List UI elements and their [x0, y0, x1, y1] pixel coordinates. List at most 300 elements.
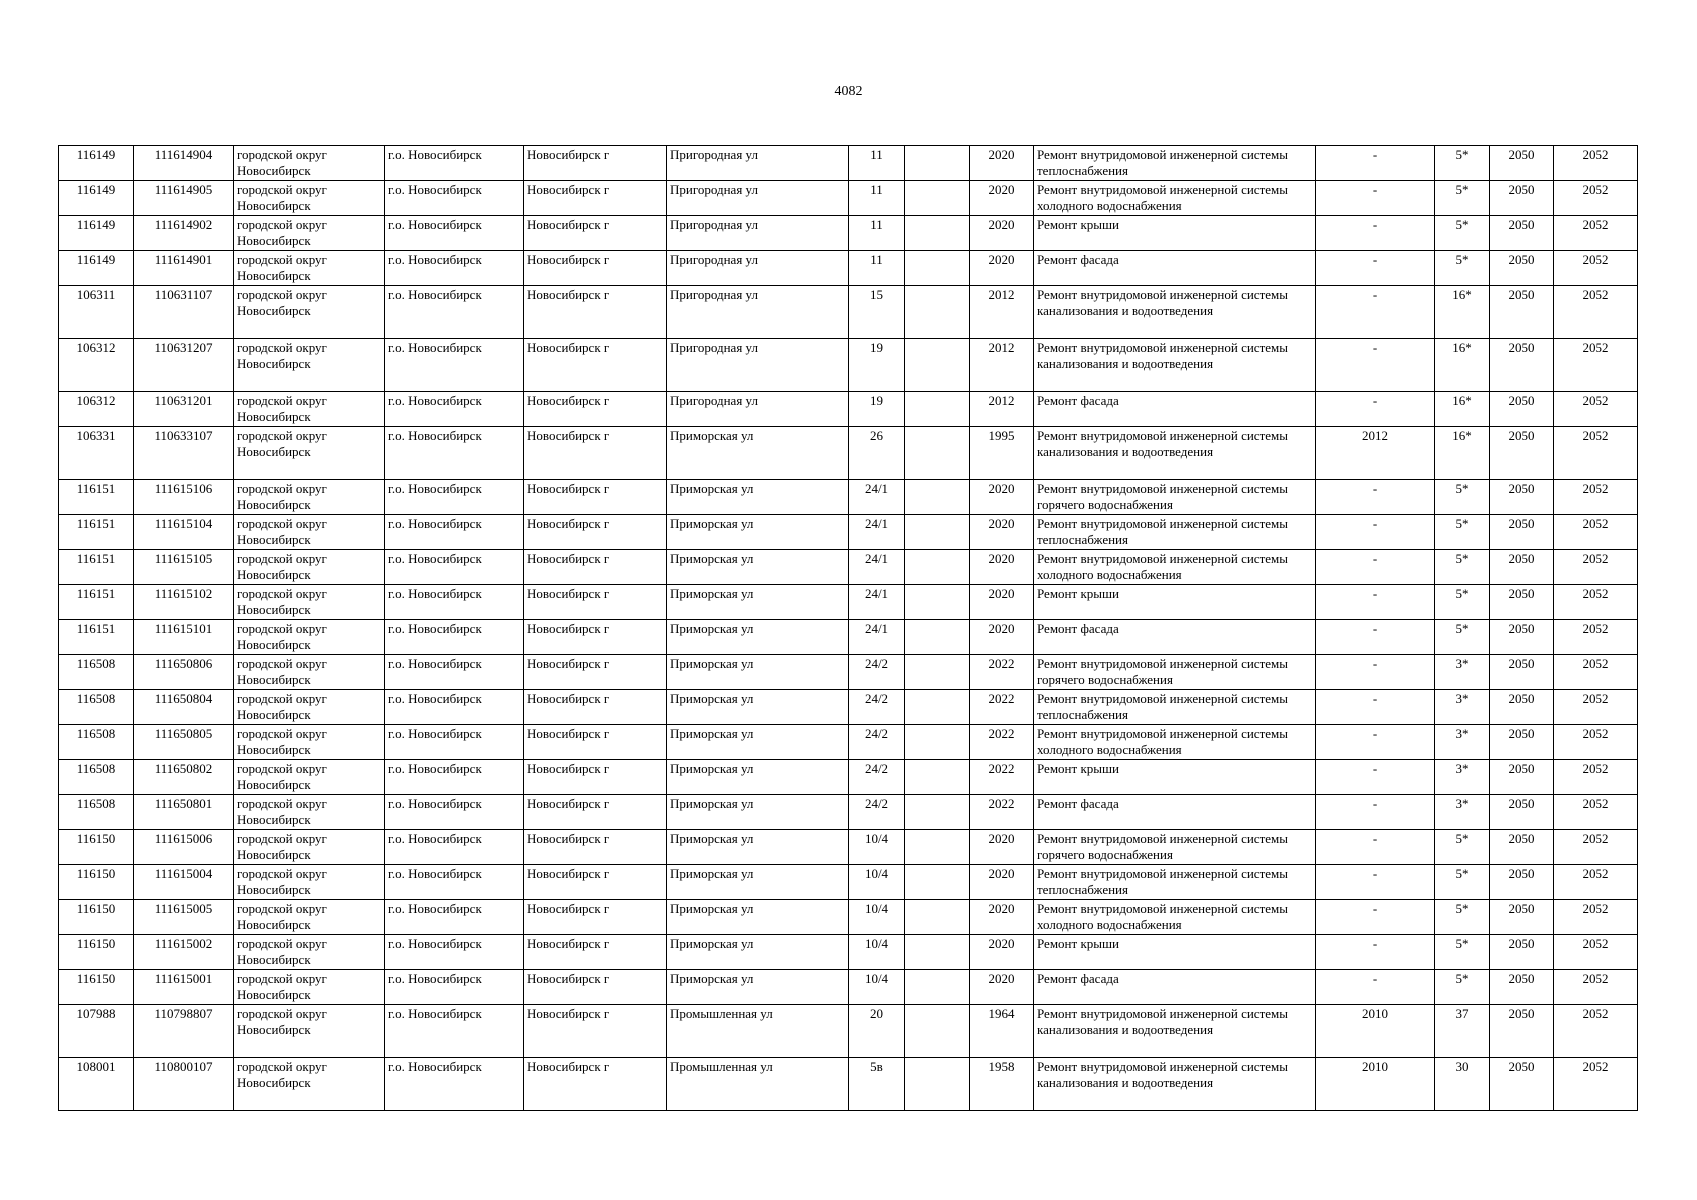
- house-number-cell: 11: [849, 251, 905, 286]
- wear-cell: 37: [1435, 1005, 1490, 1058]
- house-number-cell: 24/1: [849, 480, 905, 515]
- table-row: [59, 1005, 1638, 1058]
- municipality-cell: городской округ Новосибирск: [234, 970, 385, 1005]
- street-cell: Приморская ул: [667, 935, 849, 970]
- street-cell: Пригородная ул: [667, 251, 849, 286]
- work-type-cell: Ремонт фасада: [1034, 392, 1316, 427]
- last-repair-year-cell: 2010: [1316, 1058, 1435, 1111]
- wear-cell: 5*: [1435, 935, 1490, 970]
- construction-year-cell: 2012: [970, 286, 1034, 339]
- work-type-cell: Ремонт внутридомовой инженерной системы канализования и водоотведения: [1034, 339, 1316, 392]
- building-cell: [905, 760, 970, 795]
- work-type-cell: Ремонт внутридомовой инженерной системы канализования и водоотведения: [1034, 1058, 1316, 1111]
- municipality-cell: городской округ Новосибирск: [234, 830, 385, 865]
- plan-end-year-cell: 2052: [1554, 1005, 1638, 1058]
- wear-cell: 5*: [1435, 900, 1490, 935]
- municipality-cell: городской округ Новосибирск: [234, 1005, 385, 1058]
- house-number-cell: 24/1: [849, 585, 905, 620]
- house-id-cell: 116151: [59, 515, 134, 550]
- street-cell: Пригородная ул: [667, 181, 849, 216]
- wear-cell: 16*: [1435, 392, 1490, 427]
- work-type-cell: Ремонт внутридомовой инженерной системы горячего водоснабжения: [1034, 480, 1316, 515]
- plan-end-year-cell: 2052: [1554, 480, 1638, 515]
- table-row: [59, 392, 1638, 427]
- table-row: [59, 900, 1638, 935]
- construction-year-cell: 2012: [970, 339, 1034, 392]
- house-id-cell: 116508: [59, 690, 134, 725]
- table-row: [59, 515, 1638, 550]
- municipality-cell: городской округ Новосибирск: [234, 427, 385, 480]
- house-id-cell: 107988: [59, 1005, 134, 1058]
- street-cell: Пригородная ул: [667, 339, 849, 392]
- plan-end-year-cell: 2052: [1554, 585, 1638, 620]
- table-row: [59, 427, 1638, 480]
- work-id-cell: 111650806: [134, 655, 234, 690]
- plan-end-year-cell: 2052: [1554, 216, 1638, 251]
- municipality-cell: городской округ Новосибирск: [234, 690, 385, 725]
- house-id-cell: 116150: [59, 935, 134, 970]
- building-cell: [905, 935, 970, 970]
- district-cell: г.о. Новосибирск: [385, 760, 524, 795]
- work-id-cell: 111650802: [134, 760, 234, 795]
- plan-start-year-cell: 2050: [1490, 760, 1554, 795]
- work-id-cell: 111650805: [134, 725, 234, 760]
- wear-cell: 16*: [1435, 427, 1490, 480]
- street-cell: Приморская ул: [667, 970, 849, 1005]
- plan-start-year-cell: 2050: [1490, 392, 1554, 427]
- last-repair-year-cell: -: [1316, 550, 1435, 585]
- plan-start-year-cell: 2050: [1490, 427, 1554, 480]
- building-cell: [905, 865, 970, 900]
- settlement-cell: Новосибирск г: [524, 146, 667, 181]
- last-repair-year-cell: -: [1316, 795, 1435, 830]
- plan-start-year-cell: 2050: [1490, 515, 1554, 550]
- street-cell: Приморская ул: [667, 900, 849, 935]
- plan-start-year-cell: 2050: [1490, 725, 1554, 760]
- construction-year-cell: 2020: [970, 865, 1034, 900]
- house-number-cell: 24/2: [849, 690, 905, 725]
- work-id-cell: 111650801: [134, 795, 234, 830]
- work-id-cell: 110798807: [134, 1005, 234, 1058]
- settlement-cell: Новосибирск г: [524, 1005, 667, 1058]
- last-repair-year-cell: -: [1316, 830, 1435, 865]
- settlement-cell: Новосибирск г: [524, 690, 667, 725]
- settlement-cell: Новосибирск г: [524, 865, 667, 900]
- street-cell: Приморская ул: [667, 515, 849, 550]
- construction-year-cell: 1995: [970, 427, 1034, 480]
- work-id-cell: 111615005: [134, 900, 234, 935]
- work-id-cell: 111615105: [134, 550, 234, 585]
- district-cell: г.о. Новосибирск: [385, 970, 524, 1005]
- wear-cell: 5*: [1435, 515, 1490, 550]
- work-type-cell: Ремонт фасада: [1034, 795, 1316, 830]
- municipality-cell: городской округ Новосибирск: [234, 585, 385, 620]
- district-cell: г.о. Новосибирск: [385, 725, 524, 760]
- plan-start-year-cell: 2050: [1490, 935, 1554, 970]
- municipality-cell: городской округ Новосибирск: [234, 181, 385, 216]
- construction-year-cell: 2022: [970, 655, 1034, 690]
- street-cell: Приморская ул: [667, 865, 849, 900]
- settlement-cell: Новосибирск г: [524, 286, 667, 339]
- building-cell: [905, 1005, 970, 1058]
- work-type-cell: Ремонт внутридомовой инженерной системы теплоснабжения: [1034, 515, 1316, 550]
- building-cell: [905, 795, 970, 830]
- plan-end-year-cell: 2052: [1554, 251, 1638, 286]
- street-cell: Приморская ул: [667, 830, 849, 865]
- street-cell: Приморская ул: [667, 795, 849, 830]
- wear-cell: 5*: [1435, 181, 1490, 216]
- construction-year-cell: 2020: [970, 515, 1034, 550]
- work-type-cell: Ремонт крыши: [1034, 216, 1316, 251]
- table-row: [59, 480, 1638, 515]
- building-cell: [905, 550, 970, 585]
- plan-end-year-cell: 2052: [1554, 181, 1638, 216]
- house-number-cell: 10/4: [849, 935, 905, 970]
- wear-cell: 3*: [1435, 795, 1490, 830]
- work-type-cell: Ремонт внутридомовой инженерной системы теплоснабжения: [1034, 146, 1316, 181]
- work-type-cell: Ремонт внутридомовой инженерной системы канализования и водоотведения: [1034, 427, 1316, 480]
- settlement-cell: Новосибирск г: [524, 830, 667, 865]
- last-repair-year-cell: -: [1316, 970, 1435, 1005]
- table-row: [59, 585, 1638, 620]
- municipality-cell: городской округ Новосибирск: [234, 392, 385, 427]
- street-cell: Промышленная ул: [667, 1005, 849, 1058]
- house-number-cell: 11: [849, 216, 905, 251]
- building-cell: [905, 251, 970, 286]
- work-id-cell: 111614901: [134, 251, 234, 286]
- settlement-cell: Новосибирск г: [524, 725, 667, 760]
- district-cell: г.о. Новосибирск: [385, 830, 524, 865]
- building-cell: [905, 690, 970, 725]
- district-cell: г.о. Новосибирск: [385, 427, 524, 480]
- street-cell: Приморская ул: [667, 620, 849, 655]
- house-id-cell: 116151: [59, 620, 134, 655]
- plan-start-year-cell: 2050: [1490, 181, 1554, 216]
- table-row: [59, 760, 1638, 795]
- plan-end-year-cell: 2052: [1554, 550, 1638, 585]
- table-row: [59, 970, 1638, 1005]
- plan-start-year-cell: 2050: [1490, 865, 1554, 900]
- work-id-cell: 110631201: [134, 392, 234, 427]
- work-id-cell: 110633107: [134, 427, 234, 480]
- house-id-cell: 116149: [59, 146, 134, 181]
- plan-end-year-cell: 2052: [1554, 865, 1638, 900]
- street-cell: Приморская ул: [667, 655, 849, 690]
- house-number-cell: 24/2: [849, 655, 905, 690]
- house-id-cell: 116150: [59, 865, 134, 900]
- district-cell: г.о. Новосибирск: [385, 286, 524, 339]
- construction-year-cell: 2020: [970, 216, 1034, 251]
- wear-cell: 5*: [1435, 251, 1490, 286]
- settlement-cell: Новосибирск г: [524, 251, 667, 286]
- plan-end-year-cell: 2052: [1554, 900, 1638, 935]
- house-id-cell: 116508: [59, 795, 134, 830]
- building-cell: [905, 1058, 970, 1111]
- construction-year-cell: 2020: [970, 480, 1034, 515]
- construction-year-cell: 2020: [970, 830, 1034, 865]
- table-row: [59, 865, 1638, 900]
- wear-cell: 5*: [1435, 865, 1490, 900]
- plan-start-year-cell: 2050: [1490, 970, 1554, 1005]
- settlement-cell: Новосибирск г: [524, 585, 667, 620]
- table-row: [59, 146, 1638, 181]
- last-repair-year-cell: -: [1316, 865, 1435, 900]
- building-cell: [905, 216, 970, 251]
- construction-year-cell: 2020: [970, 251, 1034, 286]
- last-repair-year-cell: -: [1316, 146, 1435, 181]
- table-row: [59, 655, 1638, 690]
- settlement-cell: Новосибирск г: [524, 655, 667, 690]
- wear-cell: 30: [1435, 1058, 1490, 1111]
- municipality-cell: городской округ Новосибирск: [234, 550, 385, 585]
- municipality-cell: городской округ Новосибирск: [234, 146, 385, 181]
- construction-year-cell: 1964: [970, 1005, 1034, 1058]
- work-id-cell: 111614904: [134, 146, 234, 181]
- construction-year-cell: 2020: [970, 181, 1034, 216]
- settlement-cell: Новосибирск г: [524, 392, 667, 427]
- construction-year-cell: 2022: [970, 725, 1034, 760]
- settlement-cell: Новосибирск г: [524, 760, 667, 795]
- work-type-cell: Ремонт внутридомовой инженерной системы холодного водоснабжения: [1034, 181, 1316, 216]
- table-row: [59, 251, 1638, 286]
- last-repair-year-cell: -: [1316, 216, 1435, 251]
- municipality-cell: городской округ Новосибирск: [234, 1058, 385, 1111]
- district-cell: г.о. Новосибирск: [385, 620, 524, 655]
- district-cell: г.о. Новосибирск: [385, 392, 524, 427]
- house-id-cell: 116149: [59, 181, 134, 216]
- table-row: [59, 725, 1638, 760]
- wear-cell: 3*: [1435, 760, 1490, 795]
- last-repair-year-cell: -: [1316, 620, 1435, 655]
- work-id-cell: 111615004: [134, 865, 234, 900]
- construction-year-cell: 2020: [970, 970, 1034, 1005]
- construction-year-cell: 2020: [970, 146, 1034, 181]
- house-number-cell: 24/2: [849, 760, 905, 795]
- last-repair-year-cell: -: [1316, 181, 1435, 216]
- plan-start-year-cell: 2050: [1490, 286, 1554, 339]
- last-repair-year-cell: -: [1316, 392, 1435, 427]
- repair-schedule-table: [58, 145, 1638, 1111]
- district-cell: г.о. Новосибирск: [385, 216, 524, 251]
- building-cell: [905, 830, 970, 865]
- district-cell: г.о. Новосибирск: [385, 339, 524, 392]
- last-repair-year-cell: -: [1316, 655, 1435, 690]
- construction-year-cell: 1958: [970, 1058, 1034, 1111]
- last-repair-year-cell: -: [1316, 251, 1435, 286]
- work-type-cell: Ремонт фасада: [1034, 251, 1316, 286]
- building-cell: [905, 181, 970, 216]
- plan-end-year-cell: 2052: [1554, 146, 1638, 181]
- house-number-cell: 5в: [849, 1058, 905, 1111]
- house-id-cell: 116150: [59, 900, 134, 935]
- municipality-cell: городской округ Новосибирск: [234, 339, 385, 392]
- house-number-cell: 10/4: [849, 865, 905, 900]
- plan-start-year-cell: 2050: [1490, 620, 1554, 655]
- plan-end-year-cell: 2052: [1554, 339, 1638, 392]
- district-cell: г.о. Новосибирск: [385, 181, 524, 216]
- district-cell: г.о. Новосибирск: [385, 550, 524, 585]
- building-cell: [905, 339, 970, 392]
- street-cell: Приморская ул: [667, 550, 849, 585]
- municipality-cell: городской округ Новосибирск: [234, 620, 385, 655]
- last-repair-year-cell: -: [1316, 480, 1435, 515]
- district-cell: г.о. Новосибирск: [385, 515, 524, 550]
- settlement-cell: Новосибирск г: [524, 216, 667, 251]
- work-type-cell: Ремонт крыши: [1034, 760, 1316, 795]
- district-cell: г.о. Новосибирск: [385, 480, 524, 515]
- street-cell: Приморская ул: [667, 585, 849, 620]
- house-number-cell: 24/2: [849, 795, 905, 830]
- plan-end-year-cell: 2052: [1554, 1058, 1638, 1111]
- district-cell: г.о. Новосибирск: [385, 251, 524, 286]
- settlement-cell: Новосибирск г: [524, 620, 667, 655]
- house-number-cell: 19: [849, 339, 905, 392]
- house-id-cell: 106331: [59, 427, 134, 480]
- settlement-cell: Новосибирск г: [524, 550, 667, 585]
- construction-year-cell: 2020: [970, 620, 1034, 655]
- settlement-cell: Новосибирск г: [524, 970, 667, 1005]
- street-cell: Пригородная ул: [667, 286, 849, 339]
- plan-end-year-cell: 2052: [1554, 690, 1638, 725]
- plan-end-year-cell: 2052: [1554, 760, 1638, 795]
- building-cell: [905, 392, 970, 427]
- construction-year-cell: 2020: [970, 935, 1034, 970]
- house-number-cell: 24/2: [849, 725, 905, 760]
- work-type-cell: Ремонт внутридомовой инженерной системы горячего водоснабжения: [1034, 655, 1316, 690]
- work-id-cell: 111615104: [134, 515, 234, 550]
- plan-start-year-cell: 2050: [1490, 146, 1554, 181]
- settlement-cell: Новосибирск г: [524, 900, 667, 935]
- house-number-cell: 10/4: [849, 830, 905, 865]
- street-cell: Пригородная ул: [667, 146, 849, 181]
- wear-cell: 5*: [1435, 620, 1490, 655]
- last-repair-year-cell: -: [1316, 725, 1435, 760]
- municipality-cell: городской округ Новосибирск: [234, 725, 385, 760]
- plan-start-year-cell: 2050: [1490, 795, 1554, 830]
- wear-cell: 5*: [1435, 830, 1490, 865]
- plan-start-year-cell: 2050: [1490, 830, 1554, 865]
- plan-end-year-cell: 2052: [1554, 725, 1638, 760]
- street-cell: Пригородная ул: [667, 216, 849, 251]
- construction-year-cell: 2012: [970, 392, 1034, 427]
- plan-start-year-cell: 2050: [1490, 550, 1554, 585]
- house-id-cell: 116151: [59, 480, 134, 515]
- building-cell: [905, 970, 970, 1005]
- work-type-cell: Ремонт внутридомовой инженерной системы холодного водоснабжения: [1034, 725, 1316, 760]
- district-cell: г.о. Новосибирск: [385, 690, 524, 725]
- last-repair-year-cell: 2012: [1316, 427, 1435, 480]
- settlement-cell: Новосибирск г: [524, 935, 667, 970]
- last-repair-year-cell: -: [1316, 585, 1435, 620]
- plan-end-year-cell: 2052: [1554, 970, 1638, 1005]
- last-repair-year-cell: -: [1316, 900, 1435, 935]
- work-id-cell: 111650804: [134, 690, 234, 725]
- table-row: [59, 830, 1638, 865]
- house-id-cell: 116508: [59, 760, 134, 795]
- wear-cell: 5*: [1435, 550, 1490, 585]
- work-type-cell: Ремонт внутридомовой инженерной системы горячего водоснабжения: [1034, 830, 1316, 865]
- settlement-cell: Новосибирск г: [524, 515, 667, 550]
- plan-start-year-cell: 2050: [1490, 1005, 1554, 1058]
- municipality-cell: городской округ Новосибирск: [234, 900, 385, 935]
- wear-cell: 5*: [1435, 146, 1490, 181]
- house-number-cell: 24/1: [849, 515, 905, 550]
- street-cell: Промышленная ул: [667, 1058, 849, 1111]
- work-type-cell: Ремонт внутридомовой инженерной системы холодного водоснабжения: [1034, 550, 1316, 585]
- house-number-cell: 20: [849, 1005, 905, 1058]
- street-cell: Приморская ул: [667, 760, 849, 795]
- district-cell: г.о. Новосибирск: [385, 1058, 524, 1111]
- plan-end-year-cell: 2052: [1554, 515, 1638, 550]
- settlement-cell: Новосибирск г: [524, 1058, 667, 1111]
- district-cell: г.о. Новосибирск: [385, 795, 524, 830]
- last-repair-year-cell: -: [1316, 690, 1435, 725]
- wear-cell: 5*: [1435, 216, 1490, 251]
- work-id-cell: 110631107: [134, 286, 234, 339]
- table-row: [59, 550, 1638, 585]
- building-cell: [905, 620, 970, 655]
- municipality-cell: городской округ Новосибирск: [234, 760, 385, 795]
- street-cell: Приморская ул: [667, 690, 849, 725]
- settlement-cell: Новосибирск г: [524, 339, 667, 392]
- work-type-cell: Ремонт внутридомовой инженерной системы теплоснабжения: [1034, 690, 1316, 725]
- work-id-cell: 110800107: [134, 1058, 234, 1111]
- house-number-cell: 26: [849, 427, 905, 480]
- building-cell: [905, 286, 970, 339]
- work-id-cell: 111615001: [134, 970, 234, 1005]
- wear-cell: 3*: [1435, 655, 1490, 690]
- wear-cell: 5*: [1435, 585, 1490, 620]
- work-id-cell: 111615106: [134, 480, 234, 515]
- work-type-cell: Ремонт внутридомовой инженерной системы холодного водоснабжения: [1034, 900, 1316, 935]
- table-row: [59, 181, 1638, 216]
- construction-year-cell: 2020: [970, 550, 1034, 585]
- wear-cell: 16*: [1435, 339, 1490, 392]
- plan-start-year-cell: 2050: [1490, 339, 1554, 392]
- house-id-cell: 116149: [59, 216, 134, 251]
- building-cell: [905, 900, 970, 935]
- building-cell: [905, 655, 970, 690]
- table-row: [59, 339, 1638, 392]
- house-id-cell: 116508: [59, 655, 134, 690]
- house-number-cell: 24/1: [849, 550, 905, 585]
- street-cell: Приморская ул: [667, 725, 849, 760]
- work-id-cell: 111615102: [134, 585, 234, 620]
- work-id-cell: 111615002: [134, 935, 234, 970]
- table-row: [59, 795, 1638, 830]
- work-type-cell: Ремонт внутридомовой инженерной системы канализования и водоотведения: [1034, 286, 1316, 339]
- last-repair-year-cell: -: [1316, 515, 1435, 550]
- district-cell: г.о. Новосибирск: [385, 865, 524, 900]
- house-number-cell: 11: [849, 146, 905, 181]
- last-repair-year-cell: -: [1316, 339, 1435, 392]
- construction-year-cell: 2020: [970, 585, 1034, 620]
- plan-start-year-cell: 2050: [1490, 480, 1554, 515]
- district-cell: г.о. Новосибирск: [385, 585, 524, 620]
- table-row: [59, 690, 1638, 725]
- plan-end-year-cell: 2052: [1554, 655, 1638, 690]
- plan-start-year-cell: 2050: [1490, 585, 1554, 620]
- last-repair-year-cell: -: [1316, 286, 1435, 339]
- plan-end-year-cell: 2052: [1554, 935, 1638, 970]
- settlement-cell: Новосибирск г: [524, 181, 667, 216]
- construction-year-cell: 2022: [970, 760, 1034, 795]
- house-number-cell: 24/1: [849, 620, 905, 655]
- municipality-cell: городской округ Новосибирск: [234, 251, 385, 286]
- plan-start-year-cell: 2050: [1490, 251, 1554, 286]
- plan-start-year-cell: 2050: [1490, 216, 1554, 251]
- wear-cell: 16*: [1435, 286, 1490, 339]
